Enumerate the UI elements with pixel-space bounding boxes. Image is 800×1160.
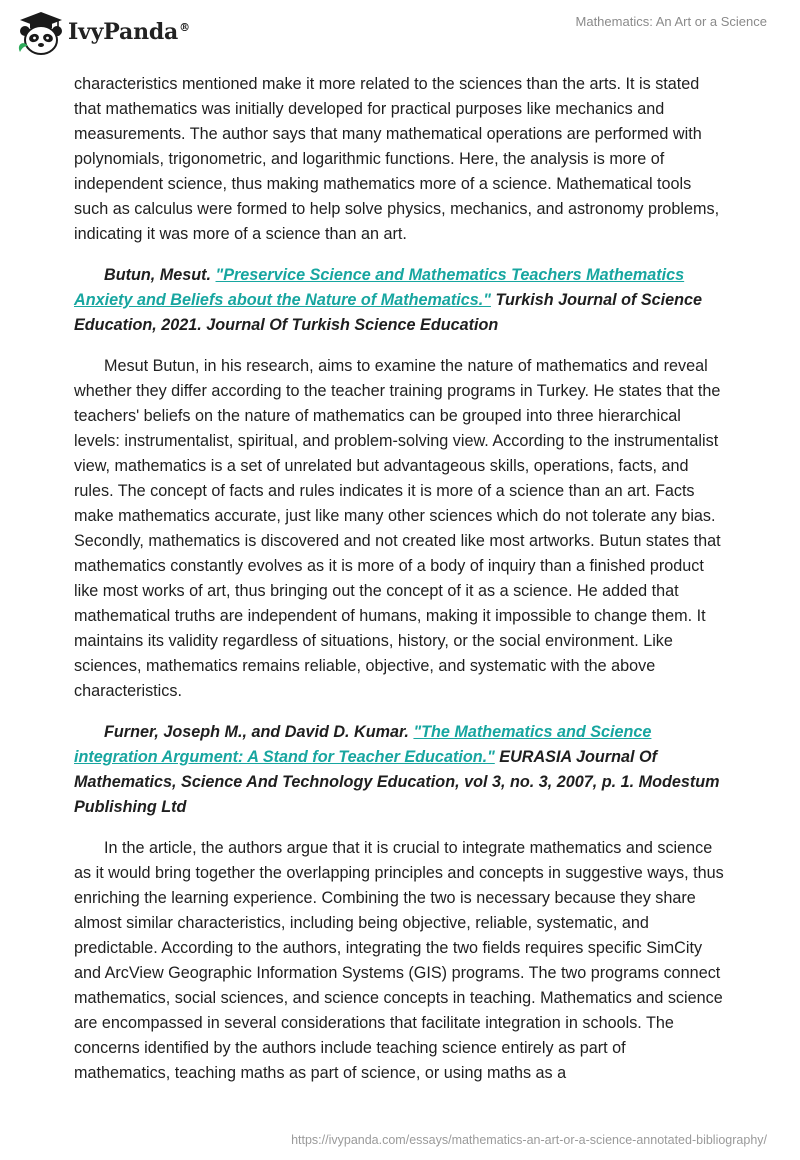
citation-author: Furner, Joseph M., and David D. Kumar. [104,723,409,741]
citation-title-link[interactable]: "The Mathematics and Science integration Argument: A Stand for Teacher Education." [74,723,652,766]
source-url[interactable]: https://ivypanda.com/essays/mathematics-an-art-or-a-science-annotated-bibliography/ [291,1133,767,1147]
brand-name: IvyPanda® [68,19,190,45]
citation-entry [74,263,724,338]
paragraph: In the article, the authors argue that it is crucial to integrate mathematics and science as it would bring together the overlapping principles and concepts in suggestive ways, thus enriching the learning experience. Combining the two is necessary because they share almost similar characteristics, including being objective, reliable, systematic, and predictable. According to the authors, integrating the two fields requires specific SimCity and ArcView Geographic Information Systems (GIS) programs. The two programs connect mathematics, social sciences, and science concepts in teaching. Mathematics and science are encompassed in several considerations that facilitate integration in schools. The concerns identified by the authors include teaching science entirely as part of mathematics, teaching maths as part of science, or using maths as a [74,839,724,1082]
citation-title-link[interactable]: "Preservice Science and Mathematics Teachers Mathematics Anxiety and Beliefs about the Nature of Mathematics." [74,266,685,309]
citation-source: Turkish Journal of Science Education, 2021. Journal Of Turkish Science Education [74,291,703,334]
citation-entry [74,720,724,820]
citation-source: EURASIA Journal Of Mathematics, Science And Technology Education, vol 3, no. 3, 2007, p. 1. Modestum Publishing Ltd [74,748,720,816]
paragraph: characteristics mentioned make it more related to the sciences than the arts. It is stated that mathematics was initially developed for practical purposes like mechanics and measurements. The author says that many mathematical operations are performed with polynomials, trigonometric, and logarithmic functions. Here, the analysis is more of independent science, thus making mathematics more of a science. Mathematical tools such as calculus were formed to help solve physics, mechanics, and astronomy problems, indicating it was more of a science than an art. [74,75,720,243]
page-header [0,0,800,62]
document-title: Mathematics: An Art or a Science [575,14,767,29]
paragraph: Mesut Butun, in his research, aims to examine the nature of mathematics and reveal whether they differ according to the teacher training programs in Turkey. He states that the teachers' beliefs on the nature of mathematics can be grouped into three hierarchical levels: instrumentalist, spiritual, and problem-solving view. According to the instrumentalist view, mathematics is a set of unrelated but advantageous skills, operations, facts, and rules. The concept of facts and rules indicates it is more of a science than an art. Facts make mathematics accurate, just like many other sciences which do not tolerate any bias. Secondly, mathematics is discovered and not created like most artworks. Butun states that mathematics constantly evolves as it is more of a body of inquiry than a finished product like most works of art, thus bringing out the concept of it as a science. He added that mathematical truths are independent of humans, making it impossible to change them. It maintains its validity regardless of situations, history, or the social environment. Like sciences, mathematics remains reliable, objective, and systematic with the above characteristics. [74,357,721,700]
citation-author: Butun, Mesut. [104,266,212,284]
essay-body [74,72,724,1102]
ivypanda-logo[interactable] [14,8,190,56]
panda-graduate-icon [14,8,66,56]
